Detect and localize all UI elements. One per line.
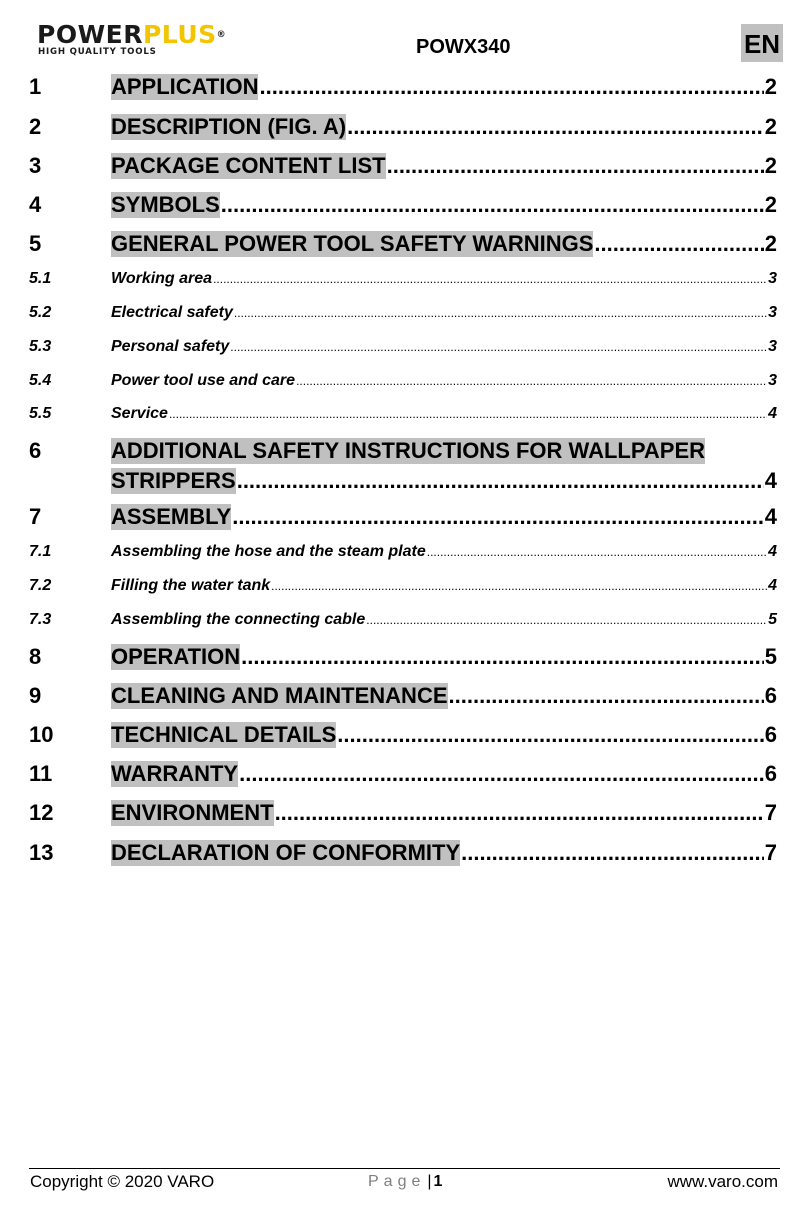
toc-leader [275, 800, 764, 826]
toc-leader [427, 545, 767, 559]
toc-leader [239, 761, 764, 787]
toc-subentry[interactable] [29, 405, 777, 427]
toc-page: 3 [768, 372, 777, 389]
toc-number: 7.3 [29, 611, 52, 628]
toc-title: Power tool use and care [111, 372, 296, 389]
toc-page: 4 [768, 577, 777, 594]
toc-leader [241, 644, 764, 670]
toc-leader [221, 192, 764, 218]
toc-number: 3 [29, 153, 42, 178]
toc-title: DECLARATION OF CONFORMITY [111, 840, 461, 865]
toc-number: 2 [29, 114, 42, 139]
toc-title: Electrical safety [111, 304, 233, 321]
toc-entry[interactable] [29, 114, 777, 144]
toc-title: WARRANTY [111, 761, 239, 786]
toc-title: Working area [111, 270, 213, 287]
toc-entry[interactable] [29, 800, 777, 830]
toc-page: 4 [764, 504, 777, 529]
toc-page: 2 [764, 192, 777, 217]
toc-title: STRIPPERS [111, 468, 236, 493]
toc-subentry[interactable] [29, 270, 777, 292]
toc-page: 4 [768, 405, 777, 422]
toc-title: GENERAL POWER TOOL SAFETY WARNINGS [111, 231, 594, 256]
toc-leader [296, 374, 767, 388]
toc-leader [232, 504, 764, 530]
toc-number: 5.5 [29, 405, 52, 422]
page-separator: | [427, 1173, 432, 1190]
powerplus-logo [37, 22, 252, 58]
toc-title: TECHNICAL DETAILS [111, 722, 337, 747]
toc-number: 5.3 [29, 338, 52, 355]
toc-page: 4 [768, 543, 777, 560]
toc-leader [259, 74, 763, 100]
toc-entry[interactable] [29, 504, 777, 534]
page-label: Page [368, 1173, 426, 1190]
toc-subentry[interactable] [29, 577, 777, 599]
toc-entry[interactable] [29, 840, 777, 870]
toc-number: 10 [29, 722, 54, 747]
toc-leader [237, 468, 764, 494]
toc-title: DESCRIPTION (FIG. A) [111, 114, 347, 139]
toc-entry[interactable] [29, 192, 777, 222]
toc-leader [234, 306, 767, 320]
toc-page: 6 [764, 683, 777, 708]
toc-page: 5 [764, 644, 777, 669]
toc-page: 3 [768, 270, 777, 287]
toc-number: 7.2 [29, 577, 52, 594]
toc-number: 5.4 [29, 372, 52, 389]
toc-subentry[interactable] [29, 372, 777, 394]
toc-number: 11 [29, 761, 53, 786]
toc-title: SYMBOLS [111, 192, 220, 217]
page-indicator [368, 1173, 442, 1191]
toc-page: 6 [764, 722, 777, 747]
toc-title: Assembling the hose and the steam plate [111, 543, 426, 560]
toc-leader [594, 231, 763, 257]
copyright-text: Copyright © 2020 VARO [30, 1172, 215, 1191]
toc-leader [230, 340, 767, 354]
toc-title: Personal safety [111, 338, 230, 355]
toc-title: APPLICATION [111, 74, 259, 99]
toc-leader [271, 579, 767, 593]
toc-number: 1 [29, 74, 42, 99]
toc-title: PACKAGE CONTENT LIST [111, 153, 386, 178]
website-link[interactable]: www.varo.com [667, 1172, 778, 1191]
toc-title: OPERATION [111, 644, 241, 669]
toc-entry[interactable] [29, 74, 777, 104]
toc-page: 5 [768, 611, 777, 628]
logo-wordmark: POWERPLUS® [37, 20, 227, 49]
toc-number: 9 [29, 683, 42, 708]
toc-page: 3 [768, 338, 777, 355]
toc-title-line1: ADDITIONAL SAFETY INSTRUCTIONS FOR WALLPAPER [111, 438, 706, 463]
toc-leader [449, 683, 764, 709]
toc-page: 2 [764, 114, 777, 139]
toc-leader [213, 272, 767, 286]
toc-number: 6 [29, 438, 42, 463]
toc-leader [337, 722, 763, 748]
toc-subentry[interactable] [29, 304, 777, 326]
toc-title: Filling the water tank [111, 577, 271, 594]
toc-leader [461, 840, 764, 866]
toc-number: 5 [29, 231, 42, 256]
toc-entry[interactable] [29, 683, 777, 713]
toc-page: 7 [764, 800, 777, 825]
toc-leader [169, 407, 767, 421]
toc-page: 4 [764, 468, 777, 493]
toc-leader [387, 153, 764, 179]
toc-title: ENVIRONMENT [111, 800, 274, 825]
toc-page: 7 [764, 840, 777, 865]
toc-entry[interactable] [29, 761, 777, 791]
toc-title: Service [111, 405, 168, 422]
toc-subentry[interactable] [29, 611, 777, 633]
toc-entry[interactable] [29, 153, 777, 183]
toc-title: CLEANING AND MAINTENANCE [111, 683, 448, 708]
toc-number: 12 [29, 800, 54, 825]
toc-entry[interactable] [29, 722, 777, 752]
footer-divider [29, 1168, 780, 1169]
toc-entry[interactable] [29, 438, 777, 502]
toc-leader [366, 613, 767, 627]
toc-page: 3 [768, 304, 777, 321]
toc-number: 8 [29, 644, 42, 669]
toc-title: Assembling the connecting cable [111, 611, 366, 628]
toc-number: 7 [29, 504, 42, 529]
toc-title: ASSEMBLY [111, 504, 232, 529]
logo-tagline: HIGH QUALITY TOOLS [38, 47, 157, 57]
toc-number: 13 [29, 840, 54, 865]
toc-page: 2 [764, 153, 777, 178]
toc-entry[interactable] [29, 231, 777, 261]
toc-subentry[interactable] [29, 338, 777, 360]
toc-number: 5.1 [29, 270, 52, 287]
model-number: POWX340 [416, 36, 511, 58]
toc-number: 5.2 [29, 304, 52, 321]
toc-page: 6 [764, 761, 777, 786]
toc-page: 2 [764, 231, 777, 256]
toc-number: 4 [29, 192, 42, 217]
toc-leader [347, 114, 764, 140]
toc-subentry[interactable] [29, 543, 777, 565]
language-badge: EN [741, 24, 783, 62]
page-number: 1 [433, 1173, 443, 1190]
toc-page: 2 [764, 74, 777, 99]
toc-entry[interactable] [29, 644, 777, 674]
toc-number: 7.1 [29, 543, 52, 560]
